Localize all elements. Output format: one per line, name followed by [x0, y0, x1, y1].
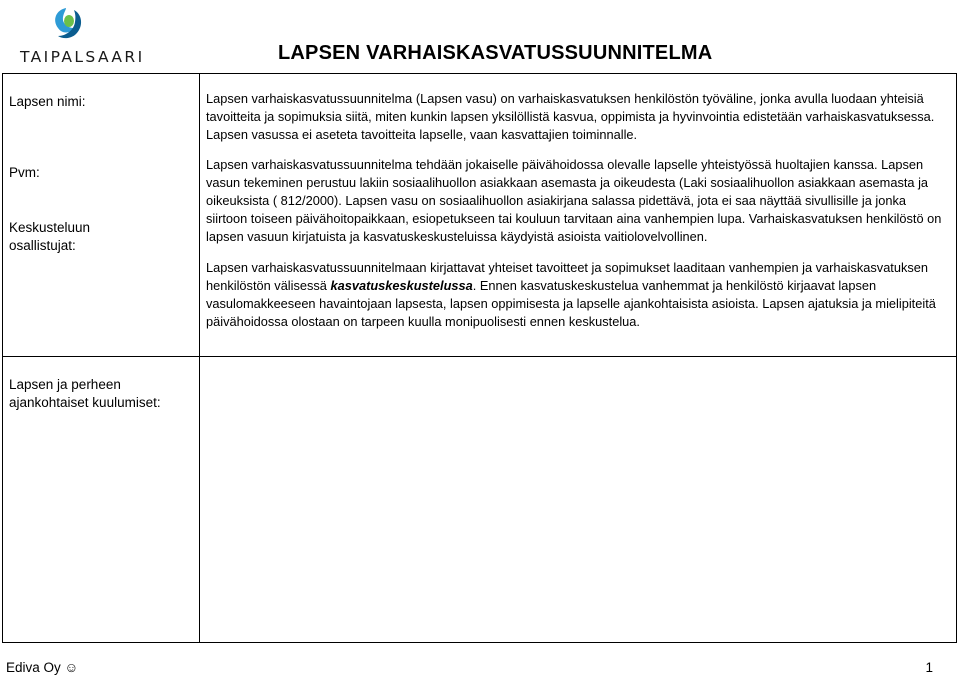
intro-paragraph-3-start: Lapsen varhaiskasvatussuunnitelmaan kirjattavat yhteiset tavoitteet ja sopimukset laaditaan vanhempien ja varhaiskasvatuksen henkilöstön välisessä — [206, 260, 929, 293]
intro-paragraph-2: Lapsen varhaiskasvatussuunnitelma tehdään jokaiselle päivähoidossa olevalle lapselle yhteistyössä huoltajien kanssa. Lapsen vasun tekeminen perustuu lakiin sosiaalihuollon asiakkaan asemasta ja oikeudesta (Laki sosiaalihuollon asiakkaan asemasta ja oikeuksista ( 812/2000). Lapsen vasu on sosiaalihuollon asiakirjana salassa pidettävä, jota ei saa näyttää sivullisille ja jonka siirtoon toiseen päivähoitopaikkaan, esiopetukseen tai kouluun tarvitaan aina vanhempien lupa. Varhaiskasvatuksen henkilöstö on lapsen vasuun kirjatuista ja kasvatuskeskusteluissa käydyistä asioista vaitiolovelvollinen. — [206, 157, 942, 244]
news-label-cell — [3, 357, 200, 643]
news-label-line1: Lapsen ja perheen — [9, 377, 121, 392]
vasu-form-table — [2, 73, 957, 643]
participants-label-line1: Keskusteluun — [9, 220, 91, 235]
child-name-label: Lapsen nimi: — [9, 94, 86, 109]
news-input-area[interactable] — [200, 357, 957, 643]
intro-paragraph-1: Lapsen varhaiskasvatussuunnitelma (Lapsen vasu) on varhaiskasvatuksen henkilöstön työväline, jonka avulla luodaan yhteisiä tavoitteita ja sopimuksia siitä, miten kunkin lapsen yksilöllistä kasvua, oppimista ja hyvinvointia edistetään varhaiskasvatuksessa. Lapsen vasussa ei aseteta tavoitteita lapselle, vaan kasvattajien toiminnalle. — [206, 91, 935, 142]
info-labels-cell[interactable] — [3, 74, 200, 357]
intro-paragraph-3-emphasis: kasvatuskeskustelussa — [330, 278, 473, 293]
date-label: Pvm: — [9, 165, 40, 180]
taipalsaari-logo — [8, 4, 145, 66]
intro-paragraph-3-end: . Ennen kasvatuskeskustelua vanhemmat ja henkilöstö kirjaavat lapsen vasulomakkeeseen havaintojaan lapsesta, lapsen oppimisesta ja lapselle ajankohtaisista asioista. Lapsen ajatuksia ja mielipiteitä päivähoidossa olostaan on tarpeen kuulla monipuolisesti ennen keskustelua. — [206, 278, 936, 329]
logo-text: TAIPALSAARI — [20, 48, 145, 66]
page-title: LAPSEN VARHAISKASVATUSSUUNNITELMA — [278, 42, 713, 64]
participants-label-line2: osallistujat: — [9, 238, 76, 253]
logo-mark-icon — [8, 4, 128, 48]
footer-copyright: Ediva Oy ☺ — [6, 660, 79, 675]
page-number: 1 — [925, 660, 933, 675]
intro-text-cell — [200, 74, 957, 357]
form-row-info — [3, 74, 957, 357]
form-row-news — [3, 357, 957, 643]
intro-paragraph-3 — [206, 259, 946, 331]
news-label-line2: ajankohtaiset kuulumiset: — [9, 395, 161, 410]
